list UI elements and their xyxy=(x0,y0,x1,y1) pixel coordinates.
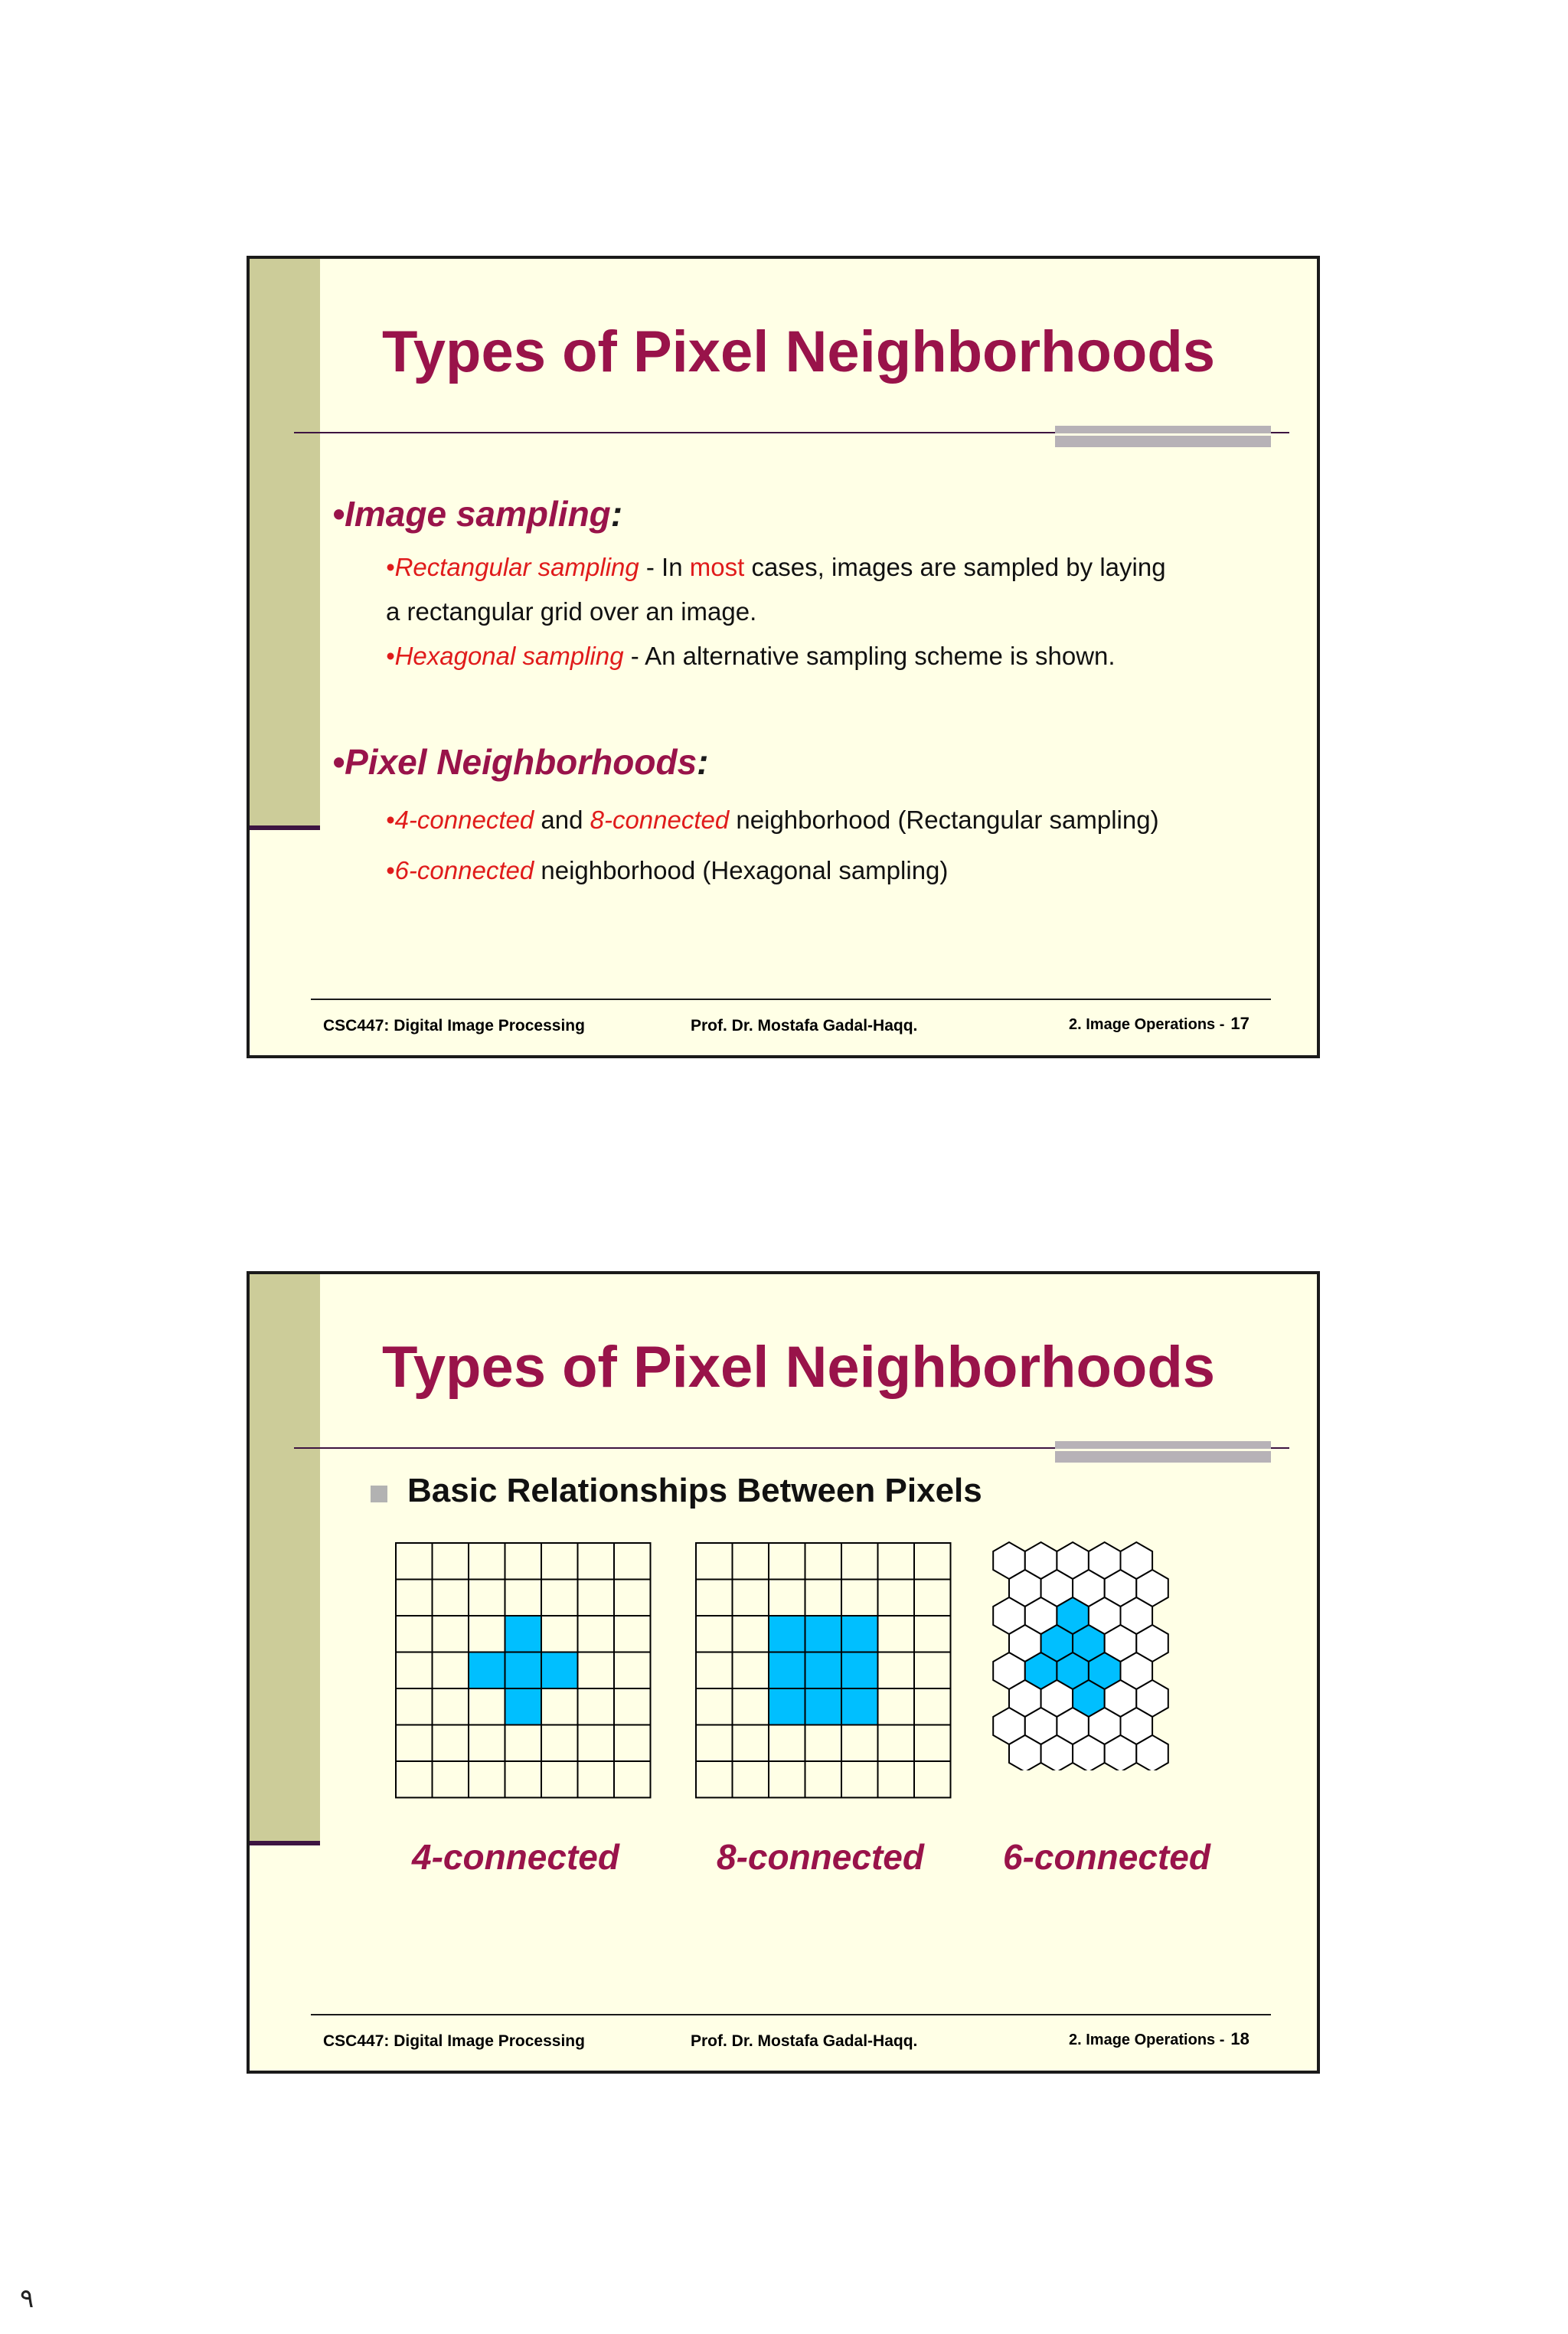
grid8-cell xyxy=(914,1688,951,1725)
sidebar-tick xyxy=(250,825,320,830)
page-number: 18 xyxy=(1230,2029,1250,2048)
grid8-cell xyxy=(841,1543,878,1580)
grid4-cell xyxy=(578,1725,615,1762)
bullet-4-8-connected: •4-connected and 8-connected neighborhood (Rectangular sampling) xyxy=(386,806,1159,834)
bullet-continuation: a rectangular grid over an image. xyxy=(386,597,757,626)
grid4-cell xyxy=(433,1688,469,1725)
grid8-cell xyxy=(841,1725,878,1762)
grid8-neighbor-cell xyxy=(841,1688,878,1725)
sidebar-tick xyxy=(250,1841,320,1845)
grid8-neighbor-cell xyxy=(805,1688,842,1725)
body-text: and xyxy=(534,806,590,834)
grid8-cell xyxy=(696,1543,733,1580)
grid4-cell xyxy=(505,1580,542,1616)
grid4-cell xyxy=(541,1688,578,1725)
grid8-cell xyxy=(733,1761,769,1798)
term-4-connected: 4-connected xyxy=(394,806,534,834)
grid4-cell xyxy=(505,1761,542,1798)
grid8-cell xyxy=(841,1761,878,1798)
caption-8-connected: 8-connected xyxy=(717,1837,924,1877)
grid8-cell xyxy=(769,1543,805,1580)
grid4-cell xyxy=(578,1543,615,1580)
grid4-neighbor-cell xyxy=(505,1616,542,1652)
grid8-cell xyxy=(769,1725,805,1762)
footer-section: 2. Image Operations - xyxy=(1069,2032,1225,2048)
grid4-cell xyxy=(433,1616,469,1652)
caption-6-connected: 6-connected xyxy=(1003,1837,1210,1877)
grid8-cell xyxy=(733,1725,769,1762)
grid8-neighbor-cell xyxy=(841,1616,878,1652)
grid4-cell xyxy=(505,1725,542,1762)
grid4-cell xyxy=(614,1652,651,1689)
grid8-neighbor-cell xyxy=(769,1652,805,1689)
slide-18 xyxy=(247,1271,1320,2074)
grid8-neighbor-cell xyxy=(769,1616,805,1652)
term-rectangular-sampling: Rectangular sampling xyxy=(394,553,639,581)
grid4-cell xyxy=(469,1688,505,1725)
grid8-cell xyxy=(878,1616,915,1652)
grid4-neighbor-cell xyxy=(469,1652,505,1689)
grid4-cell xyxy=(614,1761,651,1798)
grid8-cell xyxy=(805,1725,842,1762)
grid4-cell xyxy=(396,1580,433,1616)
slide-title: Types of Pixel Neighborhoods xyxy=(381,1335,1216,1400)
grid8-cell xyxy=(914,1580,951,1616)
footer-section: 2. Image Operations - xyxy=(1069,1016,1225,1033)
grid8-cell xyxy=(696,1580,733,1616)
grid4-cell xyxy=(614,1688,651,1725)
grid4-cell xyxy=(396,1616,433,1652)
section-heading-text: Pixel Neighborhoods xyxy=(345,742,697,782)
grid4-cell xyxy=(469,1616,505,1652)
grid4-cell xyxy=(433,1725,469,1762)
grid8-cell xyxy=(914,1652,951,1689)
grid4-cell xyxy=(396,1688,433,1725)
grid4-cell xyxy=(396,1543,433,1580)
page-marker: ٩ xyxy=(20,2283,34,2314)
footer-author: Prof. Dr. Mostafa Gadal-Haqq. xyxy=(691,1017,918,1035)
grid4-cell xyxy=(469,1580,505,1616)
grid8-cell xyxy=(733,1616,769,1652)
grid4-neighbor-cell xyxy=(505,1652,542,1689)
body-text: neighborhood (Rectangular sampling) xyxy=(729,806,1159,834)
grid4-cell xyxy=(578,1616,615,1652)
grid4-cell xyxy=(541,1761,578,1798)
emphasis-most: most xyxy=(689,553,745,581)
grid8-cell xyxy=(696,1725,733,1762)
grid8-cell xyxy=(805,1580,842,1616)
bullet-basic-relationships: Basic Relationships Between Pixels xyxy=(407,1472,982,1509)
grid8-cell xyxy=(914,1543,951,1580)
grid4-neighbor-cell xyxy=(505,1688,542,1725)
grid8-neighbor-cell xyxy=(769,1688,805,1725)
grid4-cell xyxy=(396,1652,433,1689)
grid8-cell xyxy=(696,1761,733,1798)
grid4-cell xyxy=(433,1580,469,1616)
grid8-cell xyxy=(769,1761,805,1798)
grid8-cell xyxy=(696,1616,733,1652)
grid8-cell xyxy=(696,1652,733,1689)
diagram-6-connected xyxy=(989,1541,1211,1770)
title-accent-bar xyxy=(1055,426,1271,447)
grid8-cell xyxy=(914,1761,951,1798)
body-text: neighborhood (Hexagonal sampling) xyxy=(534,856,949,884)
diagram-4-connected xyxy=(394,1541,654,1801)
grid8-cell xyxy=(733,1688,769,1725)
grid4-cell xyxy=(541,1725,578,1762)
grid8-cell xyxy=(878,1725,915,1762)
grid8-cell xyxy=(878,1761,915,1798)
section-heading-text: Image sampling xyxy=(345,494,611,534)
grid4-cell xyxy=(396,1725,433,1762)
grid8-cell xyxy=(805,1543,842,1580)
grid4-cell xyxy=(469,1725,505,1762)
grid8-neighbor-cell xyxy=(841,1652,878,1689)
footer-course: CSC447: Digital Image Processing xyxy=(323,1017,585,1035)
grid8-cell xyxy=(769,1580,805,1616)
grid4-cell xyxy=(578,1688,615,1725)
grid4-cell xyxy=(614,1725,651,1762)
grid4-cell xyxy=(614,1616,651,1652)
body-text: - An alternative sampling scheme is shown. xyxy=(623,642,1116,670)
slide-title: Types of Pixel Neighborhoods xyxy=(381,319,1216,384)
grid8-cell xyxy=(914,1725,951,1762)
body-text: cases, images are sampled by laying xyxy=(744,553,1166,581)
square-bullet-icon xyxy=(371,1486,387,1502)
grid4-cell xyxy=(433,1761,469,1798)
diagram-8-connected xyxy=(694,1541,954,1801)
page-number: 17 xyxy=(1230,1014,1250,1033)
caption-4-connected: 4-connected xyxy=(412,1837,619,1877)
footer-rule xyxy=(311,2014,1271,2015)
grid8-cell xyxy=(841,1580,878,1616)
grid4-cell xyxy=(578,1761,615,1798)
grid8-cell xyxy=(805,1761,842,1798)
grid4-cell xyxy=(541,1580,578,1616)
bullet-rectangular-sampling: •Rectangular sampling - In most cases, images are sampled by laying xyxy=(386,553,1166,581)
grid8-neighbor-cell xyxy=(805,1616,842,1652)
grid8-cell xyxy=(733,1543,769,1580)
grid4-cell xyxy=(541,1543,578,1580)
slide-17 xyxy=(247,256,1320,1058)
term-hexagonal-sampling: Hexagonal sampling xyxy=(394,642,624,670)
footer-page xyxy=(1069,2029,1250,2049)
grid4-cell xyxy=(614,1543,651,1580)
grid4-cell xyxy=(469,1543,505,1580)
grid8-cell xyxy=(878,1688,915,1725)
grid8-cell xyxy=(733,1652,769,1689)
grid4-cell xyxy=(433,1543,469,1580)
section-heading-image-sampling: •Image sampling: xyxy=(332,494,623,534)
grid4-cell xyxy=(578,1652,615,1689)
grid8-cell xyxy=(878,1652,915,1689)
footer-rule xyxy=(311,999,1271,1000)
title-accent-bar xyxy=(1055,1441,1271,1463)
grid4-cell xyxy=(541,1616,578,1652)
grid4-cell xyxy=(469,1761,505,1798)
grid4-cell xyxy=(614,1580,651,1616)
bullet-hexagonal-sampling: •Hexagonal sampling - An alternative sampling scheme is shown. xyxy=(386,642,1116,670)
bullet-6-connected: •6-connected neighborhood (Hexagonal sampling) xyxy=(386,856,949,884)
grid4-cell xyxy=(396,1761,433,1798)
grid8-cell xyxy=(733,1580,769,1616)
term-8-connected: 8-connected xyxy=(590,806,730,834)
footer-course: CSC447: Digital Image Processing xyxy=(323,2032,585,2050)
grid8-cell xyxy=(878,1543,915,1580)
grid8-cell xyxy=(696,1688,733,1725)
grid8-cell xyxy=(878,1580,915,1616)
grid4-cell xyxy=(578,1580,615,1616)
grid4-neighbor-cell xyxy=(541,1652,578,1689)
grid4-cell xyxy=(433,1652,469,1689)
footer-author: Prof. Dr. Mostafa Gadal-Haqq. xyxy=(691,2032,918,2050)
body-text: - In xyxy=(639,553,690,581)
term-6-connected: 6-connected xyxy=(394,856,534,884)
grid8-cell xyxy=(914,1616,951,1652)
grid4-cell xyxy=(505,1543,542,1580)
footer-page xyxy=(1069,1014,1250,1034)
grid8-neighbor-cell xyxy=(805,1652,842,1689)
section-heading-pixel-neighborhoods: •Pixel Neighborhoods: xyxy=(332,742,709,782)
